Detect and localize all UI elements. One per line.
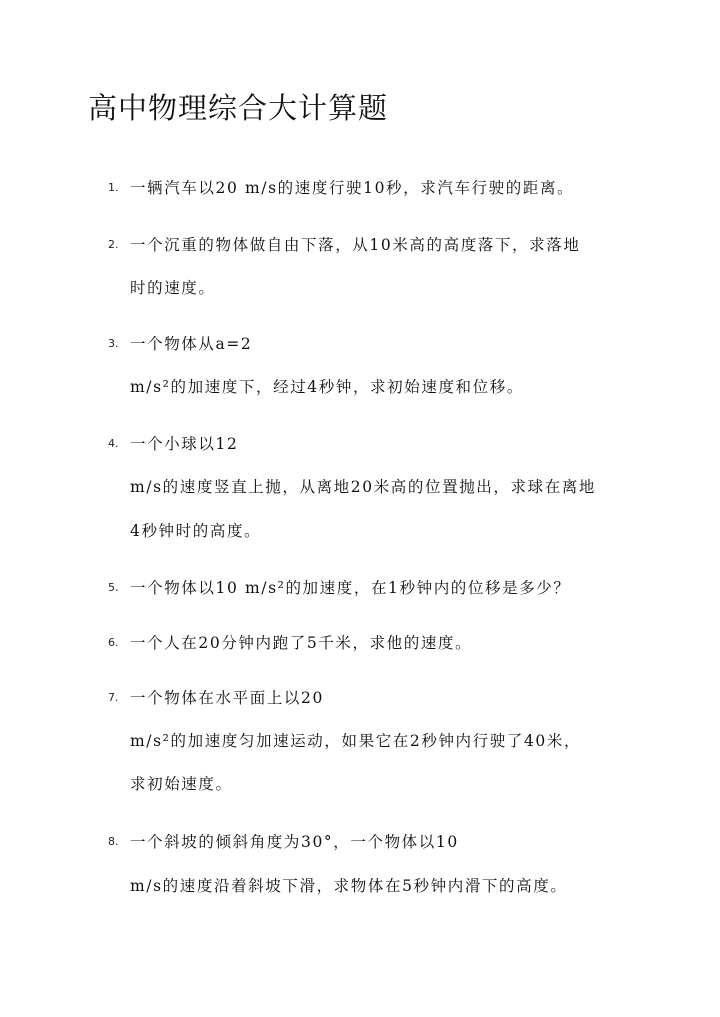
question-number: 6. xyxy=(108,636,119,649)
question-text-line: 求初始速度。 xyxy=(130,775,233,793)
question-number: 8. xyxy=(108,835,119,848)
question-text-line: m/s的速度沿着斜坡下滑，求物体在5秒钟内滑下的高度。 xyxy=(130,877,568,895)
question-text-line: 一个斜坡的倾斜角度为30°，一个物体以10 xyxy=(130,833,459,851)
question-text-line: 一个物体在水平面上以20 xyxy=(130,689,324,707)
question-text-line: 一个人在20分钟内跑了5千米，求他的速度。 xyxy=(130,634,473,652)
question-text-line: 一个沉重的物体做自由下落，从10米高的高度落下，求落地 xyxy=(130,236,581,254)
question-text-line: 一个物体从a=2 xyxy=(130,335,253,353)
question-number: 4. xyxy=(108,437,119,450)
question-text-line: 一个物体以10 m/s²的加速度，在1秒钟内的位移是多少？ xyxy=(130,579,571,597)
question-number: 1. xyxy=(108,181,119,194)
question-text-line: 时的速度。 xyxy=(130,279,216,297)
question-number: 5. xyxy=(108,581,119,594)
question-text-line: m/s的速度竖直上抛，从离地20米高的位置抛出，求球在离地 xyxy=(130,478,596,496)
question-text-line: 4秒钟时的高度。 xyxy=(130,522,262,540)
page-title: 高中物理综合大计算题 xyxy=(88,91,389,125)
question-number: 3. xyxy=(108,337,119,350)
question-text-line: m/s²的加速度匀加速运动，如果它在2秒钟内行驶了40米， xyxy=(130,732,582,750)
question-number: 2. xyxy=(108,238,119,251)
question-number: 7. xyxy=(108,691,119,704)
question-text-line: 一个小球以12 xyxy=(130,435,239,453)
question-text-line: 一辆汽车以20 m/s的速度行驶10秒，求汽车行驶的距离。 xyxy=(130,179,575,197)
question-text-line: m/s²的加速度下，经过4秒钟，求初始速度和位移。 xyxy=(130,378,524,396)
